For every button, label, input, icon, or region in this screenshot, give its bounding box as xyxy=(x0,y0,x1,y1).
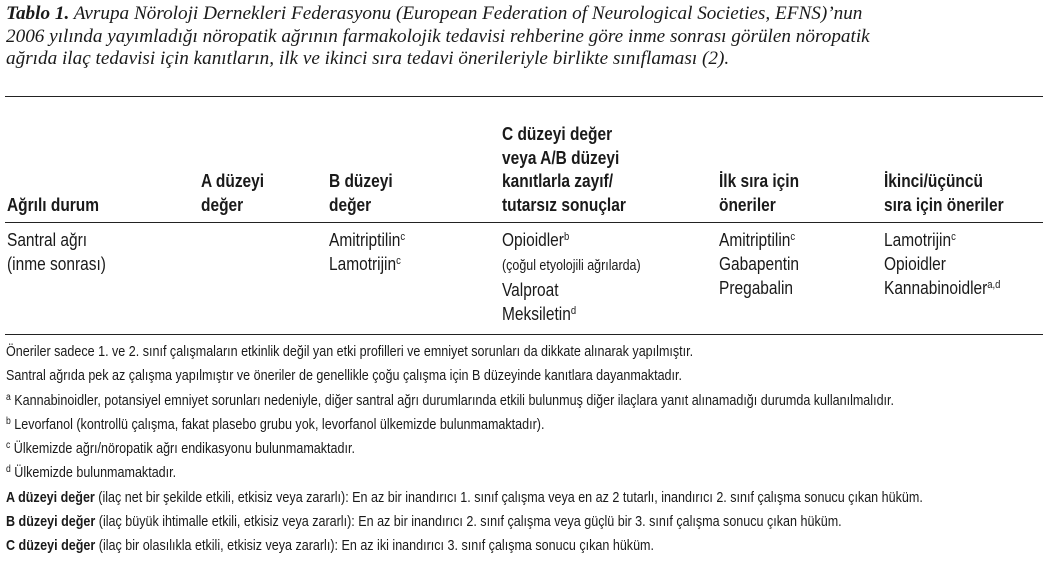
header-text: öneriler xyxy=(719,194,776,215)
header-text: sıra için öneriler xyxy=(884,194,1004,215)
drug-qualifier: (çoğul etyolojili ağrılarda) xyxy=(502,258,641,274)
header-text: veya A/B düzeyi xyxy=(502,147,620,168)
cell-text: Santral ağrı xyxy=(7,230,88,250)
cell-level-b xyxy=(329,228,405,276)
header-first-line xyxy=(719,170,799,217)
header-level-a xyxy=(201,170,264,217)
drug-item: Opioidler xyxy=(884,254,946,274)
cell-first-line xyxy=(719,228,799,300)
drug-item: Kannabinoidler$^{a,d}$ xyxy=(884,278,1001,298)
footnote-a: $^a$ Kannabinoidler, potansiyel emniyet sorunları nedeniyle, diğer santral ağrı durumlarında etkili bulunmuş diğer ilaçlara yanıt alınamadığı durumda kullanılmalıdır. xyxy=(6,391,895,409)
header-text: Ağrılı durum xyxy=(7,194,100,215)
cell-level-c xyxy=(502,228,641,326)
header-text: tutarsız sonuçlar xyxy=(502,194,626,215)
header-text: değer xyxy=(329,194,372,215)
header-condition xyxy=(7,194,99,218)
header-text: A düzeyi xyxy=(201,171,265,191)
header-level-c xyxy=(502,123,626,217)
drug-item: Amitriptilin$^c$ xyxy=(719,230,796,250)
drug-item: Lamotrijin$^c$ xyxy=(884,230,956,250)
cell-second-line xyxy=(884,228,1000,300)
table-header-rule xyxy=(5,222,1043,223)
note-central-pain: Santral ağrıda pek az çalışma yapılmıştır ve öneriler de genellikle çoğu çalışma için B düzeyinde kanıtlara dayanmaktadır. xyxy=(6,368,682,385)
header-text: İlk sıra için xyxy=(719,171,800,191)
table-top-rule xyxy=(5,96,1043,97)
caption-line-3: ağrıda ilaç tedavisi için kanıtların, ilk ve ikinci sıra tedavi önerileriyle birlikte sınıflaması (2). xyxy=(6,48,730,69)
header-level-b xyxy=(329,170,393,217)
header-text: değer xyxy=(201,194,244,215)
footnote-b: $^b$ Levorfanol (kontrollü çalışma, fakat plasebo grubu yok, levorfanol ülkemizde bulunmamaktadır). xyxy=(6,415,545,433)
drug-item: Gabapentin xyxy=(719,254,800,274)
drug-item: Opioidler$^b$ xyxy=(502,230,570,250)
definition-level-a: A düzeyi değer (ilaç net bir şekilde etkili, etkisiz veya zararlı): En az bir inandırıcı 1. sınıf çalışma veya en az 2 tutarlı, inandırıcı 2. sınıf çalışma sonucu çıkan hüküm. xyxy=(6,489,923,506)
note-general: Öneriler sadece 1. ve 2. sınıf çalışmaların etkinlik değil yan etki profilleri ve emniyet sorunları da dikkate alınarak yapılmıştır. xyxy=(6,344,694,360)
cell-text: (inme sonrası) xyxy=(7,254,106,274)
drug-item: Amitriptilin$^c$ xyxy=(329,230,406,250)
definition-level-c: C düzeyi değer (ilaç bir olasılıkla etkili, etkisiz veya zararlı): En az iki inandırıcı 3. sınıf çalışma sonucu çıkan hüküm. xyxy=(6,538,655,555)
caption-line-2: 2006 yılında yayımladığı nöropatik ağrının farmakolojik tedavisi rehberine göre inme sonrası görülen nöropatik xyxy=(6,25,870,47)
definition-level-b: B düzeyi değer (ilaç büyük ihtimalle etkili, etkisiz veya zararlı): En az bir inandırıcı 2. sınıf çalışma veya güçlü bir 3. sınıf çalışma sonucu çıkan hüküm. xyxy=(6,514,842,531)
caption-text-1: Avrupa Nöroloji Dernekleri Federasyonu (European Federation of Neurological Societies, EFNS)’nun xyxy=(73,3,863,24)
header-text: kanıtlarla zayıf/ xyxy=(502,171,613,191)
drug-item: Lamotrijin$^c$ xyxy=(329,254,401,274)
drug-item: Pregabalin xyxy=(719,278,794,298)
footnote-c: $^c$ Ülkemizde ağrı/nöropatik ağrı endikasyonu bulunmamaktadır. xyxy=(6,440,355,458)
cell-condition xyxy=(7,228,106,276)
header-text: C düzeyi değer xyxy=(502,124,613,144)
table-bottom-rule xyxy=(5,334,1043,335)
drug-item: Valproat xyxy=(502,280,559,300)
drug-item: Meksiletin$^d$ xyxy=(502,304,577,324)
footnote-d: $^d$ Ülkemizde bulunmamaktadır. xyxy=(6,464,177,482)
header-text: İkinci/üçüncü xyxy=(884,171,983,191)
header-text: B düzeyi xyxy=(329,171,393,191)
table-caption xyxy=(6,3,1042,71)
caption-line-1 xyxy=(6,3,1042,26)
header-second-line xyxy=(884,170,1004,217)
table-notes xyxy=(6,340,1038,559)
caption-label: Tablo 1. xyxy=(6,3,70,24)
